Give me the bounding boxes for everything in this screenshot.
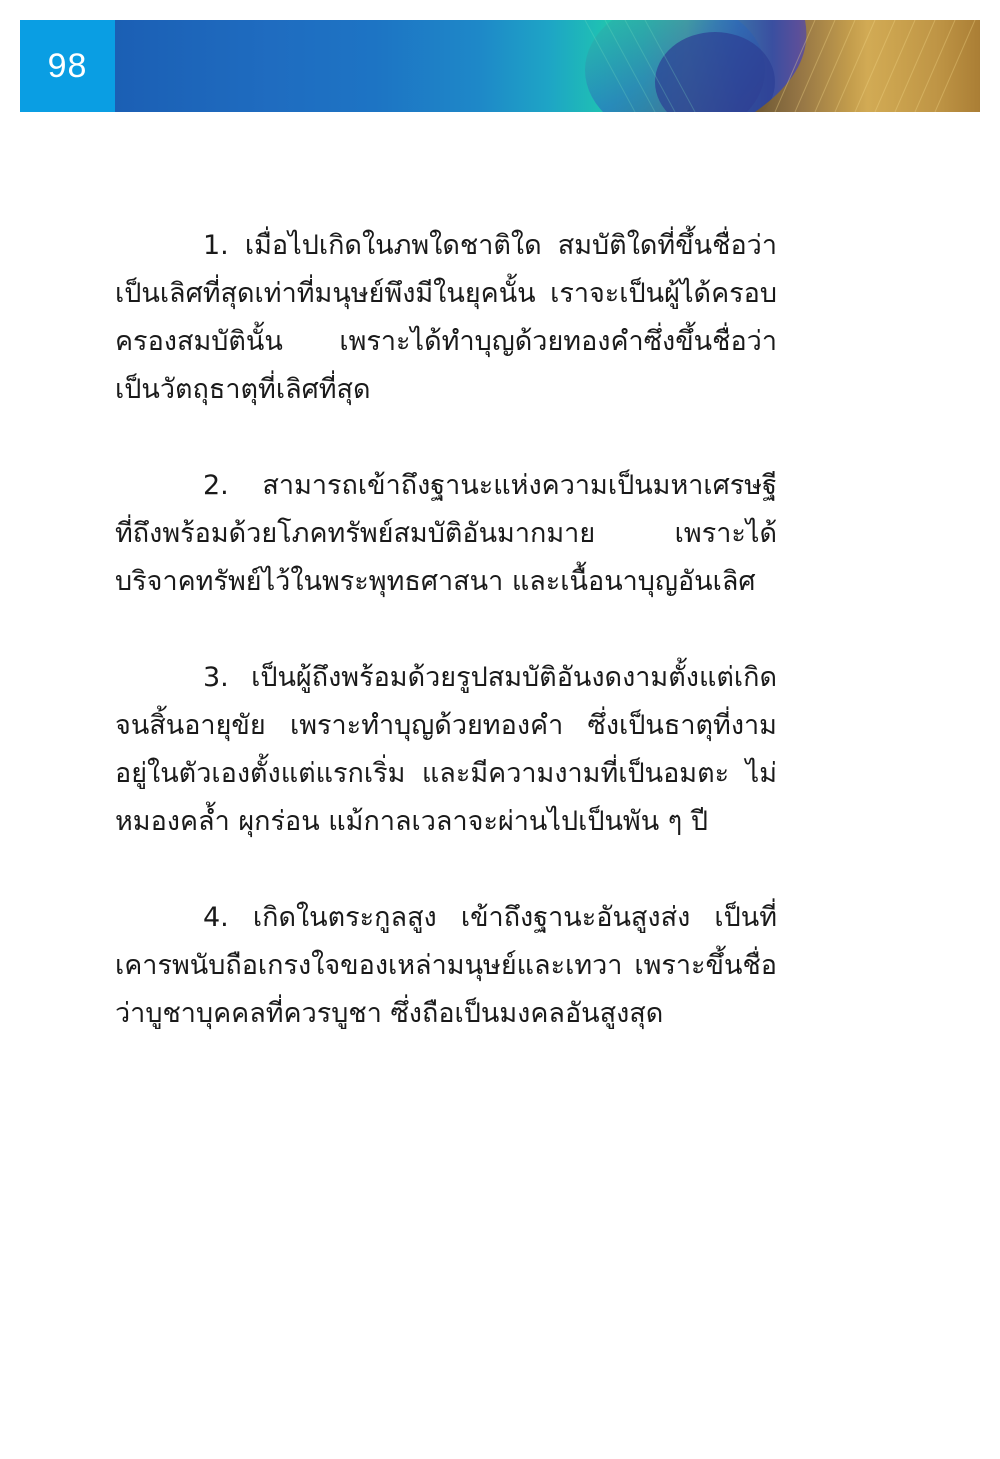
page-number: 98	[47, 46, 88, 85]
feather-pattern-icon	[115, 20, 980, 112]
peacock-feather-banner-image	[115, 20, 980, 112]
paragraph-4: 4. เกิดในตระกูลสูง เข้าถึงฐานะอันสูงส่ง เป็นที่เคารพนับถือเกรงใจของเหล่ามนุษย์และเทวา เพราะขึ้นชื่อว่าบูชาบุคคลที่ควรบูชา ซึ่งถือเป็นมงคลอันสูงสุด	[115, 902, 777, 1029]
paragraph-1: 1. เมื่อไปเกิดในภพใดชาติใด สมบัติใดที่ขึ้นชื่อว่าเป็นเลิศที่สุดเท่าที่มนุษย์พึงมีในยุคนั้น เราจะเป็นผู้ได้ครอบครองสมบัตินั้น เพราะได้ทำบุญด้วยทองคำซึ่งขึ้นชื่อว่า เป็นวัตถุธาตุที่เลิศที่สุด	[115, 230, 777, 405]
paragraph-2: 2. สามารถเข้าถึงฐานะแห่งความเป็นมหาเศรษฐี ที่ถึงพร้อมด้วยโภคทรัพย์สมบัติอันมากมาย เพราะได้บริจาคทรัพย์ไว้ในพระพุทธศาสนา และเนื้อนาบุญอันเลิศ	[115, 470, 777, 597]
page-number-box	[20, 20, 115, 112]
paragraph-3: 3. เป็นผู้ถึงพร้อมด้วยรูปสมบัติอันงดงามตั้งแต่เกิดจนสิ้นอายุขัย เพราะทำบุญด้วยทองคำ ซึ่งเป็นธาตุที่งามอยู่ในตัวเองตั้งแต่แรกเริ่ม และมีความงามที่เป็นอมตะ ไม่หมองคล้ำ ผุกร่อน แม้กาลเวลาจะผ่านไปเป็นพัน ๆ ปี	[115, 662, 777, 837]
page-header-band	[20, 20, 980, 112]
page-body	[115, 222, 777, 1086]
